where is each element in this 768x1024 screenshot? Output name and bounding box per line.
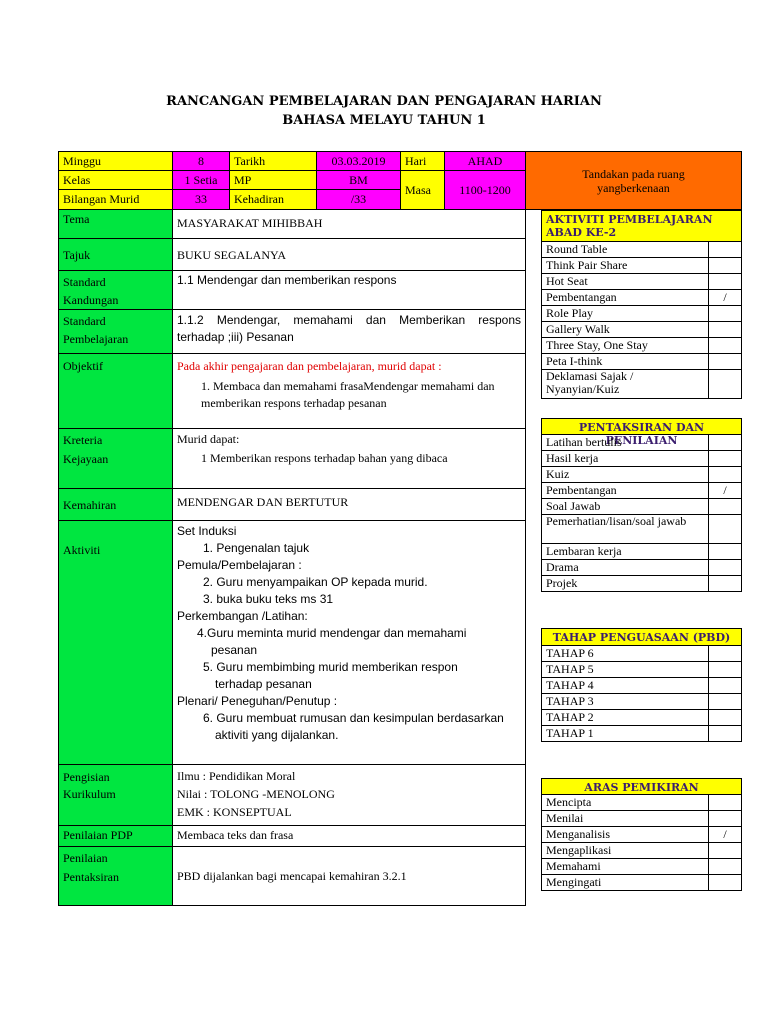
abad-item-checkbox[interactable] — [708, 337, 742, 354]
pbd-item-label: TAHAP 2 — [541, 709, 709, 726]
pbd-item-label: TAHAP 6 — [541, 645, 709, 662]
abad-item-checkbox[interactable] — [708, 273, 742, 290]
pentaksiran-item-label: Pemerhatian/lisan/soal jawab — [541, 514, 709, 544]
pbd-item-label: TAHAP 5 — [541, 661, 709, 678]
aras-item-checkbox[interactable] — [708, 842, 742, 859]
pbd-item-label: TAHAP 4 — [541, 677, 709, 694]
aktiviti-line: Perkembangan /Latihan: — [177, 609, 308, 623]
aras-item-label: Mencipta — [541, 794, 709, 811]
aktiviti-line: terhadap pesanan — [215, 677, 312, 691]
kk-label — [58, 428, 173, 489]
minggu-label: Minggu — [58, 151, 173, 171]
pentaksiran-item-label: Latihan bertulis — [541, 434, 709, 451]
aktiviti-line: 6. Guru membuat rumusan dan kesimpulan berdasarkan — [203, 711, 504, 725]
aras-item-label: Mengaplikasi — [541, 842, 709, 859]
abad-item-label: Round Table — [541, 241, 709, 258]
pentaksiran-title: PENTAKSIRAN DAN PENILAIAN — [541, 418, 742, 435]
hari-value: AHAD — [444, 151, 526, 171]
abad-item-checkbox[interactable] — [708, 369, 742, 399]
objektif-intro: Pada akhir pengajaran dan pembelajaran, murid dapat : — [177, 359, 442, 373]
aktiviti-line: Plenari/ Peneguhan/Penutup : — [177, 694, 338, 708]
kk-label-line2: Kejayaan — [63, 452, 109, 466]
kemahiran-label: Kemahiran — [58, 488, 173, 521]
pentaksiran-item-checkbox[interactable] — [708, 434, 742, 451]
pk-cell — [172, 764, 526, 826]
pp-label — [58, 846, 173, 906]
aras-item-label: Memahami — [541, 858, 709, 875]
pk-label-line1: Pengisian — [63, 770, 110, 784]
pentaksiran-item-label: Lembaran kerja — [541, 543, 709, 560]
aras-item-label: Menilai — [541, 810, 709, 827]
kk-intro: Murid dapat: — [177, 432, 240, 446]
doc-subtitle: BAHASA MELAYU TAHUN 1 — [282, 113, 486, 128]
tarikh-value: 03.03.2019 — [316, 151, 401, 171]
aktiviti-line: 5. Guru membimbing murid memberikan respon — [203, 660, 458, 674]
sk-label-line1: Standard — [63, 275, 106, 289]
pbd-item-checkbox[interactable] — [708, 693, 742, 710]
tajuk-label: Tajuk — [58, 238, 173, 271]
objektif-cell — [172, 353, 526, 429]
kk-label-line1: Kreteria — [63, 433, 103, 447]
pentaksiran-item-label: Soal Jawab — [541, 498, 709, 515]
objektif-label: Objektif — [58, 353, 173, 429]
abad-item-checkbox[interactable] — [708, 257, 742, 274]
murid-value: 33 — [172, 189, 230, 210]
pk-line: Nilai : TOLONG -MENOLONG — [177, 787, 335, 801]
tema-label: Tema — [58, 209, 173, 239]
aktiviti-line: 4.Guru meminta murid mendengar dan memahami — [197, 626, 467, 640]
abad-item-checkbox[interactable]: / — [708, 289, 742, 306]
pbd-item-checkbox[interactable] — [708, 677, 742, 694]
kelas-value: 1 Setia — [172, 170, 230, 190]
kk-item: 1 Memberikan respons terhadap bahan yang dibaca — [201, 451, 448, 465]
kehadiran-value: /33 — [316, 189, 401, 210]
kk-cell — [172, 428, 526, 489]
abad-item-checkbox[interactable] — [708, 241, 742, 258]
pentaksiran-item-checkbox[interactable] — [708, 559, 742, 576]
abad-item-label: Think Pair Share — [541, 257, 709, 274]
sp-label-line2: Pembelajaran — [63, 332, 129, 346]
pentaksiran-item-checkbox[interactable] — [708, 450, 742, 467]
pbd-item-checkbox[interactable] — [708, 725, 742, 742]
abad-item-label: Hot Seat — [541, 273, 709, 290]
abad-title: AKTIVITI PEMBELAJARAN ABAD KE-2 — [541, 210, 742, 242]
aras-item-checkbox[interactable] — [708, 794, 742, 811]
abad-item-label: Pembentangan — [541, 289, 709, 306]
pdp-label: Penilaian PDP — [58, 825, 173, 847]
aras-item-label: Mengingati — [541, 874, 709, 891]
pp-label-line1: Penilaian — [63, 851, 108, 865]
aras-item-checkbox[interactable] — [708, 858, 742, 875]
aras-item-checkbox[interactable] — [708, 810, 742, 827]
pp-label-line2: Pentaksiran — [63, 870, 119, 884]
pentaksiran-item-checkbox[interactable] — [708, 498, 742, 515]
aras-item-checkbox[interactable]: / — [708, 826, 742, 843]
pbd-item-checkbox[interactable] — [708, 645, 742, 662]
pk-line: Ilmu : Pendidikan Moral — [177, 769, 296, 783]
kelas-label: Kelas — [58, 170, 173, 190]
tajuk-value: BUKU SEGALANYA — [172, 238, 526, 271]
tarikh-label: Tarikh — [229, 151, 317, 171]
pentaksiran-item-label: Projek — [541, 575, 709, 592]
mp-value: BM — [316, 170, 401, 190]
abad-item-label: Gallery Walk — [541, 321, 709, 338]
aras-title: ARAS PEMIKIRAN — [541, 778, 742, 795]
pk-label-line2: Kurikulum — [63, 787, 116, 801]
sk-label — [58, 270, 173, 310]
doc-title: RANCANGAN PEMBELAJARAN DAN PENGAJARAN HARIAN — [166, 94, 602, 109]
aktiviti-line: 1. Pengenalan tajuk — [203, 541, 310, 555]
masa-value: 1100-1200 — [444, 170, 526, 210]
sk-label-line2: Kandungan — [63, 293, 119, 307]
pentaksiran-item-checkbox[interactable] — [708, 514, 742, 544]
abad-item-checkbox[interactable] — [708, 305, 742, 322]
pbd-item-checkbox[interactable] — [708, 661, 742, 678]
sp-label-line1: Standard — [63, 314, 106, 328]
pentaksiran-item-checkbox[interactable] — [708, 543, 742, 560]
aktiviti-cell — [172, 520, 526, 765]
pbd-item-label: TAHAP 1 — [541, 725, 709, 742]
pbd-item-label: TAHAP 3 — [541, 693, 709, 710]
pdp-value: Membaca teks dan frasa — [172, 825, 526, 847]
murid-label: Bilangan Murid — [58, 189, 173, 210]
pentaksiran-item-checkbox[interactable]: / — [708, 482, 742, 499]
abad-item-label: Three Stay, One Stay — [541, 337, 709, 354]
aktiviti-line: Set Induksi — [177, 524, 237, 538]
aktiviti-line: Pemula/Pembelajaran : — [177, 558, 302, 572]
aktiviti-line: pesanan — [211, 643, 258, 657]
aras-item-checkbox[interactable] — [708, 874, 742, 891]
pk-label — [58, 764, 173, 826]
minggu-value: 8 — [172, 151, 230, 171]
tema-value: MASYARAKAT MIHIBBAH — [172, 209, 526, 239]
pp-value: PBD dijalankan bagi mencapai kemahiran 3.2.1 — [172, 846, 526, 906]
sp-value: 1.1.2 Mendengar, memahami dan Memberikan respons terhadap ;iii) Pesanan — [172, 309, 526, 354]
abad-item-label: Deklamasi Sajak / Nyanyian/Kuiz — [541, 369, 709, 399]
aktiviti-line: 3. buka buku teks ms 31 — [203, 592, 334, 606]
kemahiran-value: MENDENGAR DAN BERTUTUR — [172, 488, 526, 521]
abad-item-label: Role Play — [541, 305, 709, 322]
masa-label: Masa — [400, 170, 445, 210]
mp-label: MP — [229, 170, 317, 190]
abad-item-label: Peta I-think — [541, 353, 709, 370]
pk-line: EMK : KONSEPTUAL — [177, 805, 292, 819]
pentaksiran-item-label: Pembentangan — [541, 482, 709, 499]
sp-label — [58, 309, 173, 354]
aktiviti-label: Aktiviti — [58, 520, 173, 765]
sk-value: 1.1 Mendengar dan memberikan respons — [172, 270, 526, 310]
abad-item-checkbox[interactable] — [708, 321, 742, 338]
tandakan-note: Tandakan pada ruang yangberkenaan — [525, 151, 742, 210]
objektif-item: 1. Membaca dan memahami frasaMendengar memahami dan memberikan respons terhadap pesanan — [201, 379, 495, 410]
pbd-title: TAHAP PENGUASAAN (PBD) — [541, 628, 742, 646]
kehadiran-label: Kehadiran — [229, 189, 317, 210]
pentaksiran-item-checkbox[interactable] — [708, 575, 742, 592]
aras-item-label: Menganalisis — [541, 826, 709, 843]
pentaksiran-item-label: Drama — [541, 559, 709, 576]
abad-item-checkbox[interactable] — [708, 353, 742, 370]
pentaksiran-item-checkbox[interactable] — [708, 466, 742, 483]
hari-label: Hari — [400, 151, 445, 171]
aktiviti-line: aktiviti yang dijalankan. — [215, 728, 339, 742]
pentaksiran-item-label: Kuiz — [541, 466, 709, 483]
pentaksiran-item-label: Hasil kerja — [541, 450, 709, 467]
aktiviti-line: 2. Guru menyampaikan OP kepada murid. — [203, 575, 428, 589]
pbd-item-checkbox[interactable] — [708, 709, 742, 726]
